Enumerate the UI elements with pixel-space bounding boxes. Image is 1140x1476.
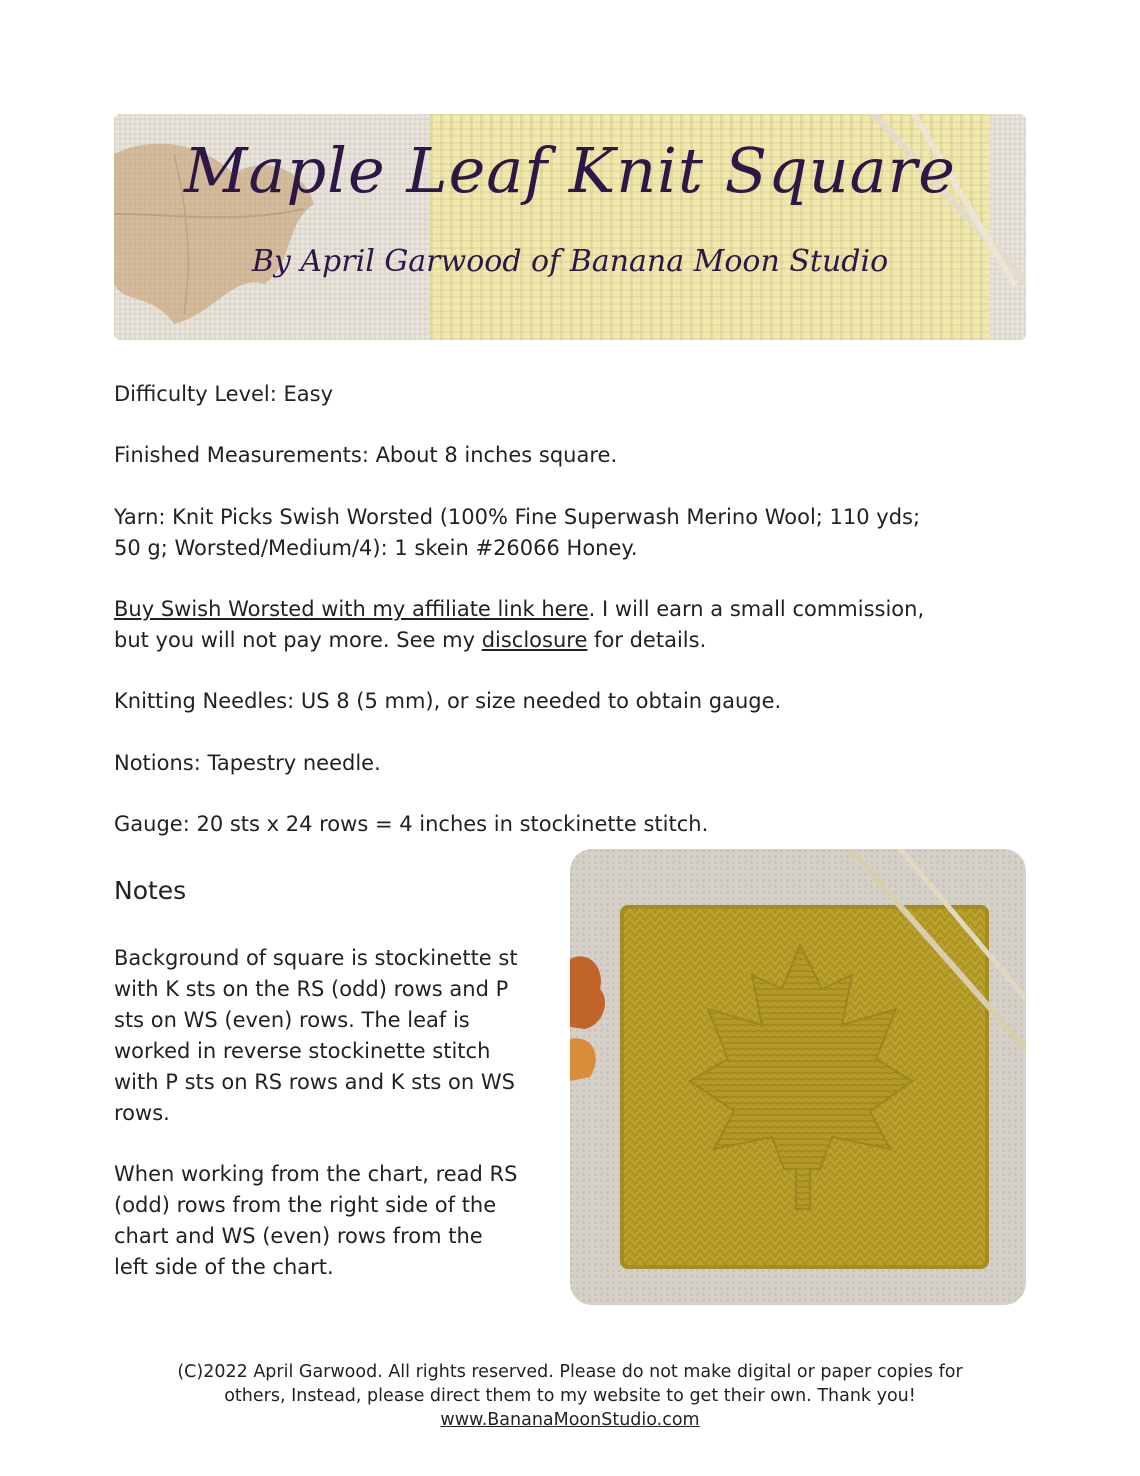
affiliate-link[interactable]: Buy Swish Worsted with my affiliate link here	[114, 597, 589, 621]
notes-p2-line: left side of the chart.	[114, 1255, 334, 1279]
notes-p1-line: with K sts on the RS (odd) rows and P	[114, 977, 509, 1001]
yarn-info	[114, 502, 1026, 564]
affiliate-text: . I will earn a small commission,	[588, 597, 925, 621]
footer-line-2: others, Instead, please direct them to my website to get their own. Thank you!	[224, 1386, 916, 1406]
notes-p2-line: chart and WS (even) rows from the	[114, 1224, 483, 1248]
footer-line-1: (C)2022 April Garwood. All rights reserved. Please do not make digital or paper copies for	[177, 1362, 963, 1382]
notes-p1-line: rows.	[114, 1101, 170, 1125]
disclosure-link[interactable]: disclosure	[481, 628, 588, 652]
page-subtitle: By April Garwood of Banana Moon Studio	[251, 244, 889, 279]
notions: Notions: Tapestry needle.	[114, 751, 381, 775]
affiliate-line2-pre: but you will not pay more. See my	[114, 628, 482, 652]
yarn-line-2: 50 g; Worsted/Medium/4): 1 skein #26066 Honey.	[114, 536, 638, 560]
knit-square-illustration	[570, 849, 1026, 1305]
header-banner	[114, 114, 1026, 340]
finished-measurements: Finished Measurements: About 8 inches square.	[114, 443, 618, 467]
notes-p1-line: sts on WS (even) rows. The leaf is	[114, 1008, 470, 1032]
difficulty-level: Difficulty Level: Easy	[114, 382, 334, 406]
knitting-needles: Knitting Needles: US 8 (5 mm), or size needed to obtain gauge.	[114, 689, 782, 713]
yarn-line-1: Yarn: Knit Picks Swish Worsted (100% Fine Superwash Merino Wool; 110 yds;	[114, 505, 921, 529]
notes-p2-line: (odd) rows from the right side of the	[114, 1193, 497, 1217]
notes-p2-line: When working from the chart, read RS	[114, 1162, 518, 1186]
affiliate-line2-post: for details.	[587, 628, 707, 652]
notes-paragraph-2	[114, 1159, 564, 1283]
notes-p1-line: Background of square is stockinette st	[114, 946, 518, 970]
page-title: Maple Leaf Knit Square	[184, 134, 956, 207]
notes-paragraph-1	[114, 943, 564, 1129]
notes-p1-line: with P sts on RS rows and K sts on WS	[114, 1070, 515, 1094]
notes-p1-line: worked in reverse stockinette stitch	[114, 1039, 491, 1063]
website-link[interactable]: www.BananaMoonStudio.com	[440, 1410, 700, 1430]
notes-heading: Notes	[114, 876, 187, 905]
copyright-footer	[114, 1360, 1026, 1432]
gauge: Gauge: 20 sts x 24 rows = 4 inches in stockinette stitch.	[114, 812, 709, 836]
affiliate-info	[114, 594, 1026, 656]
knit-square-photo	[570, 849, 1026, 1305]
